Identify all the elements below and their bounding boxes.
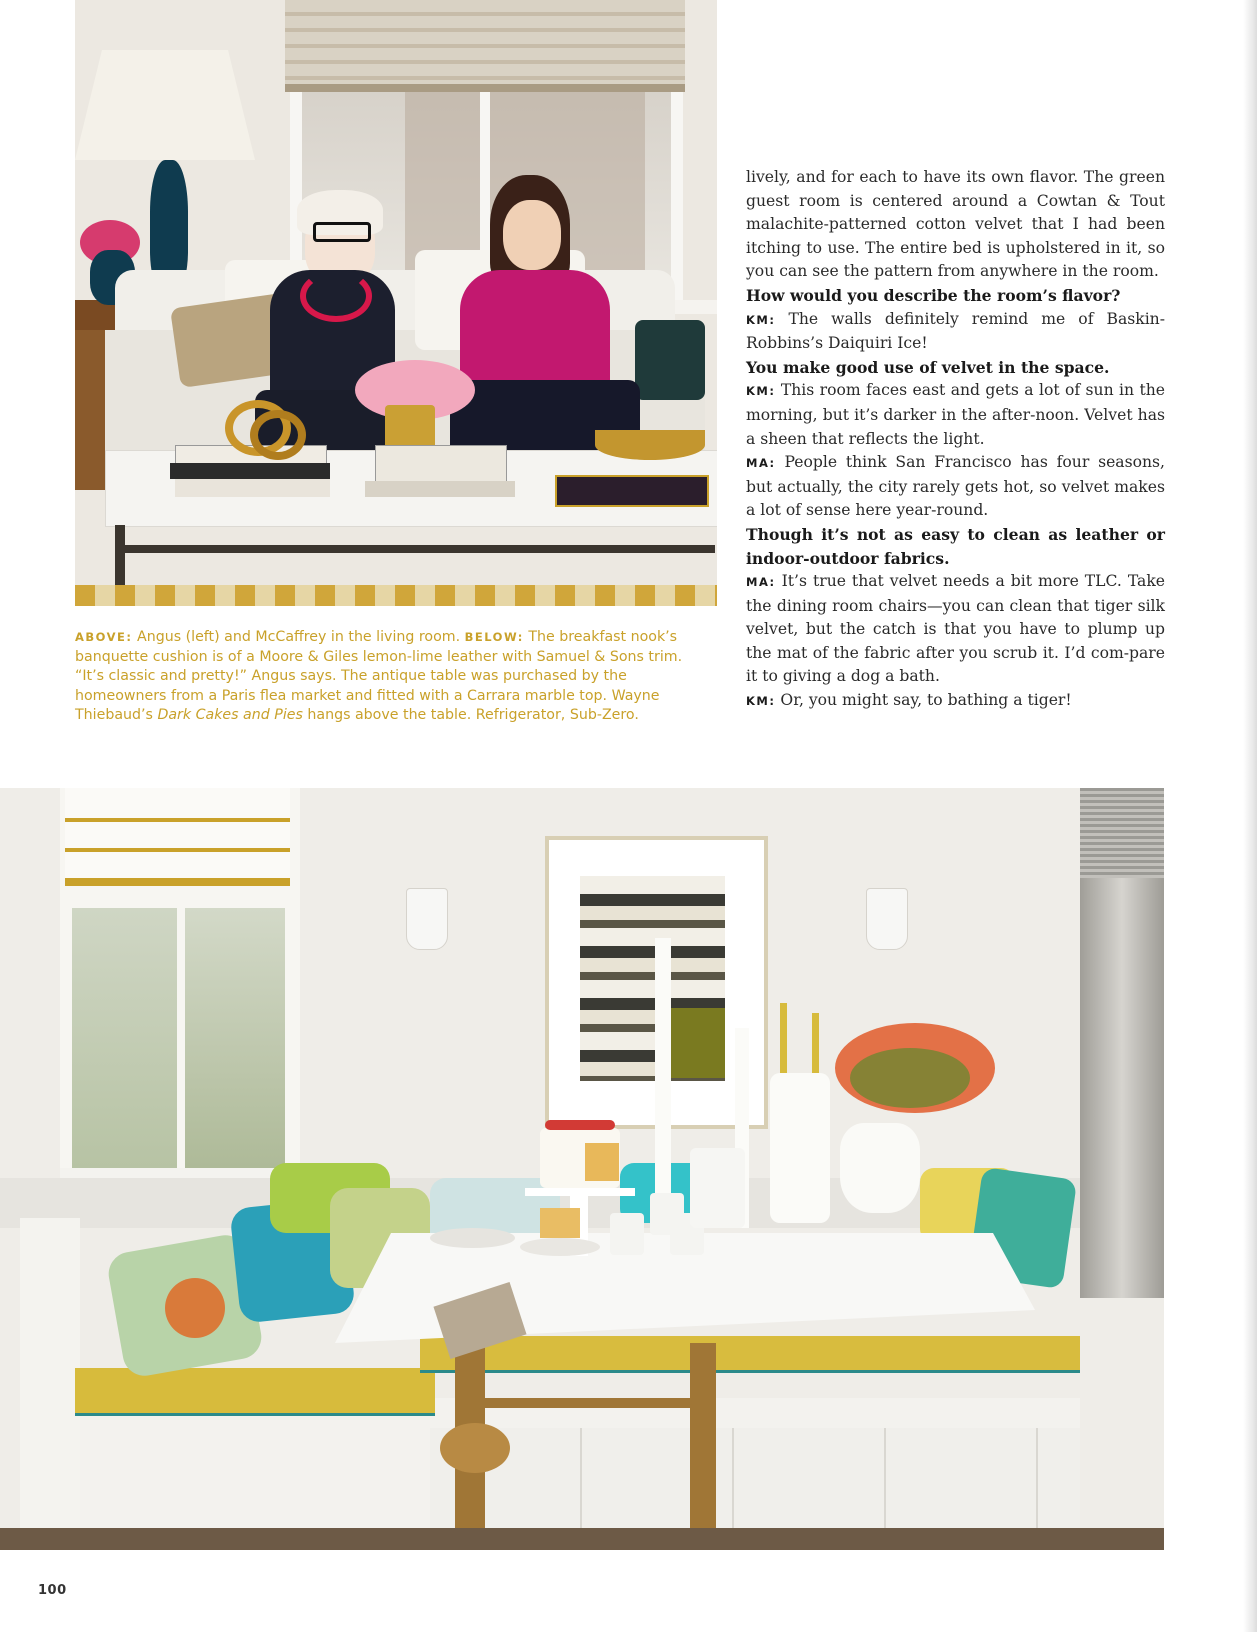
interview-answer bbox=[746, 570, 1165, 689]
article-paragraph: lively, and for each to have its own flavor. The green guest room is centered around a Cowtan & Tout malachite-patterned cotton velvet that I had been itching to use. The entire bed is upholstered in it, so you can see the pattern from anywhere in the room. bbox=[746, 168, 1165, 281]
page-number: 100 bbox=[38, 1583, 67, 1598]
living-room-photo bbox=[75, 0, 717, 606]
article-body bbox=[746, 166, 1165, 714]
caption-above-label: ABOVE: bbox=[75, 630, 133, 644]
speaker-initials: MA: bbox=[746, 575, 776, 590]
answer-text: Or, you might say, to bathing a tiger! bbox=[775, 691, 1072, 710]
breakfast-nook-photo bbox=[0, 788, 1164, 1550]
speaker-initials: MA: bbox=[746, 456, 776, 471]
speaker-initials: KM: bbox=[746, 384, 776, 399]
interview-question: You make good use of velvet in the space. bbox=[746, 357, 1110, 377]
interview-answer bbox=[746, 451, 1165, 523]
answer-text: It’s true that velvet needs a bit more TLC. Take the dining room chairs—you can clean that tiger silk velvet, but the catch is that you have to plump up the mat of the fabric after you scrub it. I’d com-pare it to giving a dog a bath. bbox=[746, 572, 1165, 686]
answer-text: People think San Francisco has four seasons, but actually, the city rarely gets hot, so velvet makes a lot of sense here year-round. bbox=[746, 453, 1165, 520]
answer-text: This room faces east and gets a lot of sun in the morning, but it’s darker in the after-noon. Velvet has a sheen that reflects the light. bbox=[746, 381, 1165, 448]
interview-answer bbox=[746, 308, 1165, 356]
interview-answer bbox=[746, 689, 1165, 714]
page-edge-shadow bbox=[1243, 0, 1257, 1632]
interview-question: Though it’s not as easy to clean as leather or indoor-outdoor fabrics. bbox=[746, 524, 1165, 568]
caption-below-label: BELOW: bbox=[464, 630, 524, 644]
speaker-initials: KM: bbox=[746, 694, 776, 709]
answer-text: The walls definitely remind me of Baskin-Robbins’s Daiquiri Ice! bbox=[746, 309, 1165, 353]
caption-below-text: The breakfast nook’s banquette cushion is of a Moore & Giles lemon-lime leather with Samuel & Sons trim. “It’s classic and pretty!” Angus says. The antique table was purchased by the homeowners from a Paris flea market and fitted with a Carrara marble top. Wayne Thiebaud’s bbox=[75, 629, 683, 724]
interview-question: How would you describe the room’s flavor? bbox=[746, 285, 1121, 305]
speaker-initials: KM: bbox=[746, 312, 776, 327]
photo-caption bbox=[75, 628, 700, 726]
caption-artwork-title: Dark Cakes and Pies bbox=[157, 707, 303, 724]
caption-end-text: hangs above the table. Refrigerator, Sub-Zero. bbox=[302, 707, 639, 724]
interview-answer bbox=[746, 379, 1165, 451]
caption-above-text: Angus (left) and McCaffrey in the living room. bbox=[132, 629, 465, 645]
